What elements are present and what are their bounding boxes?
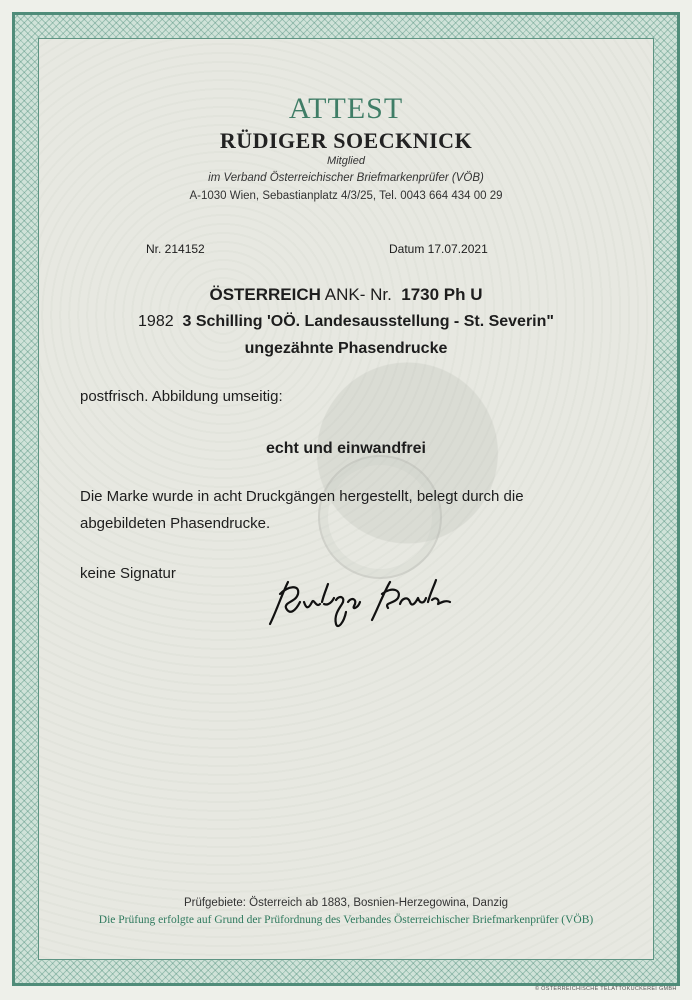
stamp-description-line xyxy=(0,313,692,331)
verdict-text: echt und einwandfrei xyxy=(265,440,426,457)
association-line: im Verband Österreichischer Briefmarkenprüfer (VÖB) xyxy=(208,172,484,184)
certificate-date: Datum 17.07.2021 xyxy=(389,242,488,256)
stamp-catalog-line xyxy=(0,285,692,305)
address-line: A-1030 Wien, Sebastianplatz 4/3/25, Tel. 0043 664 434 00 29 xyxy=(189,190,503,202)
note-line-2: abgebildeten Phasendrucke. xyxy=(80,515,271,532)
catalog-prefix: ANK- Nr. xyxy=(324,285,392,304)
expert-name: RÜDIGER SOECKNICK xyxy=(219,128,473,153)
certificate-number: Nr. 214152 xyxy=(146,242,205,256)
handwritten-signature xyxy=(262,572,472,632)
testing-areas: Prüfgebiete: Österreich ab 1883, Bosnien-Herzegowina, Danzig xyxy=(183,897,509,909)
membership-label: Mitglied xyxy=(327,155,365,167)
regulation-note: Die Prüfung erfolgte auf Grund der Prüfordnung des Verbandes Österreichischer Briefmarkenprüfer (VÖB) xyxy=(98,914,594,926)
condition-text: postfrisch. Abbildung umseitig: xyxy=(80,388,283,405)
country: ÖSTERREICH xyxy=(209,285,321,304)
document-title: ATTEST xyxy=(288,92,404,125)
stamp-variant: ungezähnte Phasendrucke xyxy=(244,340,448,357)
signature-note: keine Signatur xyxy=(80,565,176,582)
note-line-1: Die Marke wurde in acht Druckgängen hergestellt, belegt durch die xyxy=(80,488,524,505)
stamp-description: 3 Schilling 'OÖ. Landesausstellung - St. Severin" xyxy=(182,313,554,330)
embossed-seal xyxy=(318,455,442,579)
catalog-number: 1730 Ph U xyxy=(401,285,483,304)
issue-year: 1982 xyxy=(138,313,174,330)
printer-imprint: © ÖSTERREICHISCHE TELATTOKUCKEREI GMBH xyxy=(535,986,677,992)
